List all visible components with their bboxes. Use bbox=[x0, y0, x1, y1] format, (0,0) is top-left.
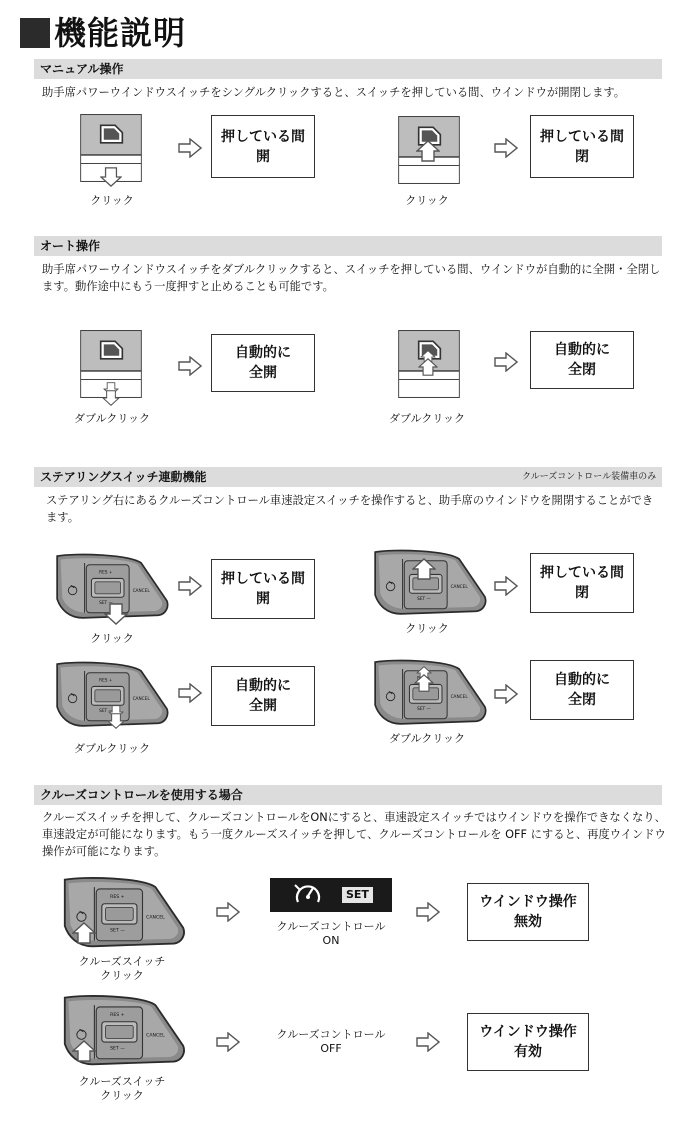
steering-row2-caption-right: ダブルクリック bbox=[389, 732, 465, 745]
arrow-right-icon bbox=[216, 902, 240, 922]
manual-description: 助手席パワーウインドウスイッチをシングルクリックすると、スイッチを押している間、ウインドウが開閉します。 bbox=[42, 86, 626, 99]
arrow-right-icon bbox=[494, 576, 518, 596]
press-up-arrow-icon bbox=[72, 1040, 96, 1062]
cruise-row1-caption: クルーズスイッチ クリック bbox=[78, 955, 166, 982]
cruise-row2-state: クルーズコントロール OFF bbox=[276, 1028, 386, 1055]
set-indicator: SET bbox=[342, 887, 373, 903]
arrow-right-icon bbox=[494, 138, 518, 158]
steering-row1-caption-left: クリック bbox=[90, 632, 134, 645]
title-square-icon bbox=[20, 18, 50, 48]
arrow-right-icon bbox=[178, 356, 202, 376]
arrow-right-icon bbox=[494, 352, 518, 372]
cruise-row2-caption: クルーズスイッチ クリック bbox=[78, 1075, 166, 1102]
press-down-arrow-icon bbox=[99, 390, 123, 406]
manual-caption-left: クリック bbox=[90, 194, 134, 207]
press-up-arrow-icon bbox=[72, 922, 96, 944]
cruise-display-panel bbox=[270, 878, 392, 912]
cruise-description: クルーズスイッチを押して、クルーズコントロールをONにすると、車速設定スイッチではウインドウを操作できなくなり、車速設定が可能になります。もう一度クルーズスイッチを押して、クルーズコントロールを OFF にすると、再度ウインドウ操作が可能になります。 bbox=[42, 811, 666, 858]
arrow-right-icon bbox=[216, 1032, 240, 1052]
page-title: 機能説明 bbox=[20, 8, 186, 54]
auto-result-right: 自動的に 全閉 bbox=[530, 331, 634, 389]
section-heading-cruise: クルーズコントロールを使用する場合 bbox=[34, 785, 662, 805]
auto-description: 助手席パワーウインドウスイッチをダブルクリックすると、スイッチを押している間、ウインドウが自動的に全開・全閉します。動作途中にもう一度押すと止めることも可能です。 bbox=[42, 263, 661, 293]
cruise-indicator-icon bbox=[292, 882, 324, 908]
auto-caption-left: ダブルクリック bbox=[74, 412, 150, 425]
press-up-arrow-icon bbox=[412, 558, 436, 580]
auto-caption-right: ダブルクリック bbox=[389, 412, 465, 425]
press-down-arrow-icon bbox=[99, 167, 123, 187]
manual-result-left: 押している間 開 bbox=[211, 115, 315, 178]
section-heading-manual: マニュアル操作 bbox=[34, 59, 662, 79]
press-down-arrow-icon bbox=[104, 713, 128, 729]
arrow-right-icon bbox=[416, 902, 440, 922]
arrow-right-icon bbox=[178, 683, 202, 703]
press-up-arrow-icon bbox=[416, 140, 440, 162]
cruise-row1-result: ウインドウ操作 無効 bbox=[467, 883, 589, 941]
manual-caption-right: クリック bbox=[405, 194, 449, 207]
steering-note: クルーズコントロール装備車のみ bbox=[522, 472, 657, 482]
press-down-arrow-icon bbox=[104, 603, 128, 625]
section-heading-auto: オート操作 bbox=[34, 236, 662, 256]
steering-row2-result-left: 自動的に 全開 bbox=[211, 666, 315, 726]
arrow-right-icon bbox=[416, 1032, 440, 1052]
section-heading-steering: ステアリングスイッチ連動機能 bbox=[34, 467, 662, 487]
press-up-arrow-icon bbox=[412, 674, 436, 692]
steering-row1-result-right: 押している間 閉 bbox=[530, 553, 634, 613]
steering-row1-result-left: 押している間 開 bbox=[211, 559, 315, 619]
arrow-right-icon bbox=[178, 576, 202, 596]
arrow-right-icon bbox=[494, 684, 518, 704]
auto-result-left: 自動的に 全開 bbox=[211, 334, 315, 392]
arrow-right-icon bbox=[178, 138, 202, 158]
steering-row2-result-right: 自動的に 全閉 bbox=[530, 660, 634, 720]
steering-row2-caption-left: ダブルクリック bbox=[74, 742, 150, 755]
steering-row1-caption-right: クリック bbox=[405, 622, 449, 635]
cruise-row1-state: クルーズコントロール ON bbox=[276, 920, 386, 947]
manual-result-right: 押している間 閉 bbox=[530, 115, 634, 178]
steering-description: ステアリング右にあるクルーズコントロール車速設定スイッチを操作すると、助手席のウインドウを開閉することができます。 bbox=[46, 494, 654, 524]
cruise-row2-result: ウインドウ操作 有効 bbox=[467, 1013, 589, 1071]
press-up-arrow-icon bbox=[416, 358, 440, 376]
